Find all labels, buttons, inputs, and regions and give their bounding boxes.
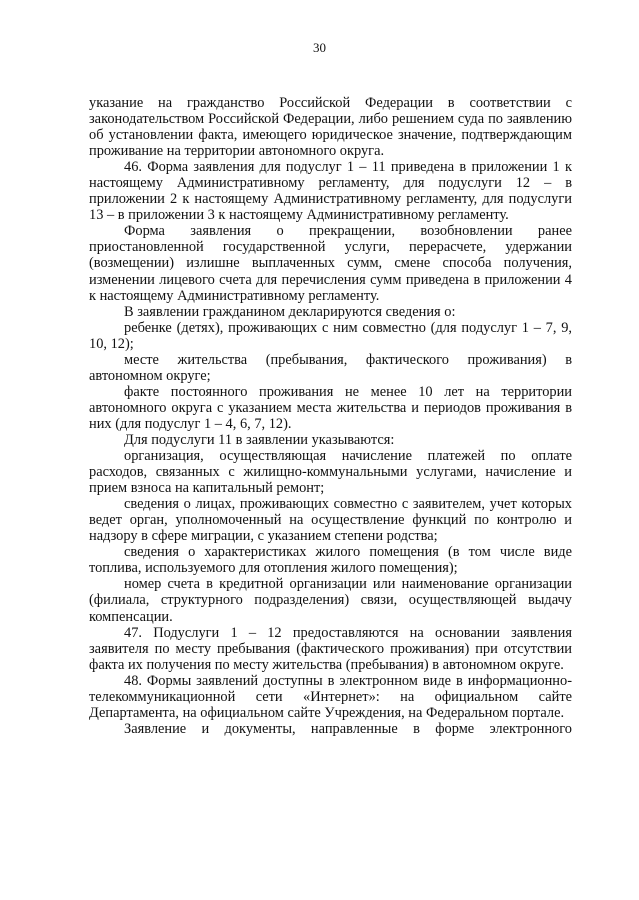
paragraph: сведения о лицах, проживающих совместно с заявителем, учет которых ведет орган, уполномоченный на осуществление функций по контролю и надзору в сфере миграции, с указанием степени родства; [89, 496, 572, 545]
paragraph: факте постоянного проживания не менее 10 лет на территории автономного округа с указанием места жительства и периодов проживания в них (для подуслуг 1 – 4, 6, 7, 12). [89, 383, 572, 432]
page-number: 30 [313, 40, 326, 55]
paragraph: организация, осуществляющая начисление платежей по оплате расходов, связанных с жилищно-коммунальными услугами, начисление и прием взноса на капитальный ремонт; [89, 448, 572, 497]
paragraph: Заявление и документы, направленные в форме электронного [124, 720, 572, 737]
paragraph: указание на гражданство Российской Федерации в соответствии с законодательством Российской Федерации, либо решением суда по заявлению об установлении факта, имеющего юридическое значение, подтверждающим проживание на территории автономного округа. [89, 95, 572, 160]
paragraph: сведения о характеристиках жилого помещения (в том числе виде топлива, используемого для отопления жилого помещения); [89, 544, 572, 577]
paragraph: Форма заявления о прекращении, возобновлении ранее приостановленной государственной услуги, перерасчете, удержании (возмещении) излишне выплаченных сумм, смене способа получения, изменении лицевого счета для перечисления сумм приведена в приложении 4 к настоящему Административному регламенту. [89, 223, 572, 304]
paragraph: Для подуслуги 11 в заявлении указываются: [124, 431, 395, 448]
paragraph: 48. Формы заявлений доступны в электронном виде в информационно-телекоммуникационной сети «Интернет»: на официальном сайте Департамента, на официальном сайте Учреждения, на Федеральном портале. [89, 672, 572, 721]
document-body [89, 95, 572, 737]
paragraph: месте жительства (пребывания, фактического проживания) в автономном округе; [89, 351, 572, 384]
paragraph: В заявлении гражданином декларируются сведения о: [124, 303, 456, 320]
paragraph: номер счета в кредитной организации или наименование организации (филиала, структурного подразделения) связи, осуществляющей выдачу компенсации. [89, 576, 572, 625]
paragraph: 47. Подуслуги 1 – 12 предоставляются на основании заявления заявителя по месту пребывания (фактического проживания) при отсутствии факта их получения по месту жительства (пребывания) в автономном округе. [89, 624, 572, 673]
paragraph: ребенке (детях), проживающих с ним совместно (для подуслуг 1 – 7, 9, 10, 12); [89, 319, 572, 352]
paragraph: 46. Форма заявления для подуслуг 1 – 11 приведена в приложении 1 к настоящему Административному регламенту, для подуслуги 12 – в приложении 2 к настоящему Административному регламенту, для подуслуги 13 – в приложении 3 к настоящему Административному регламенту. [89, 159, 572, 224]
